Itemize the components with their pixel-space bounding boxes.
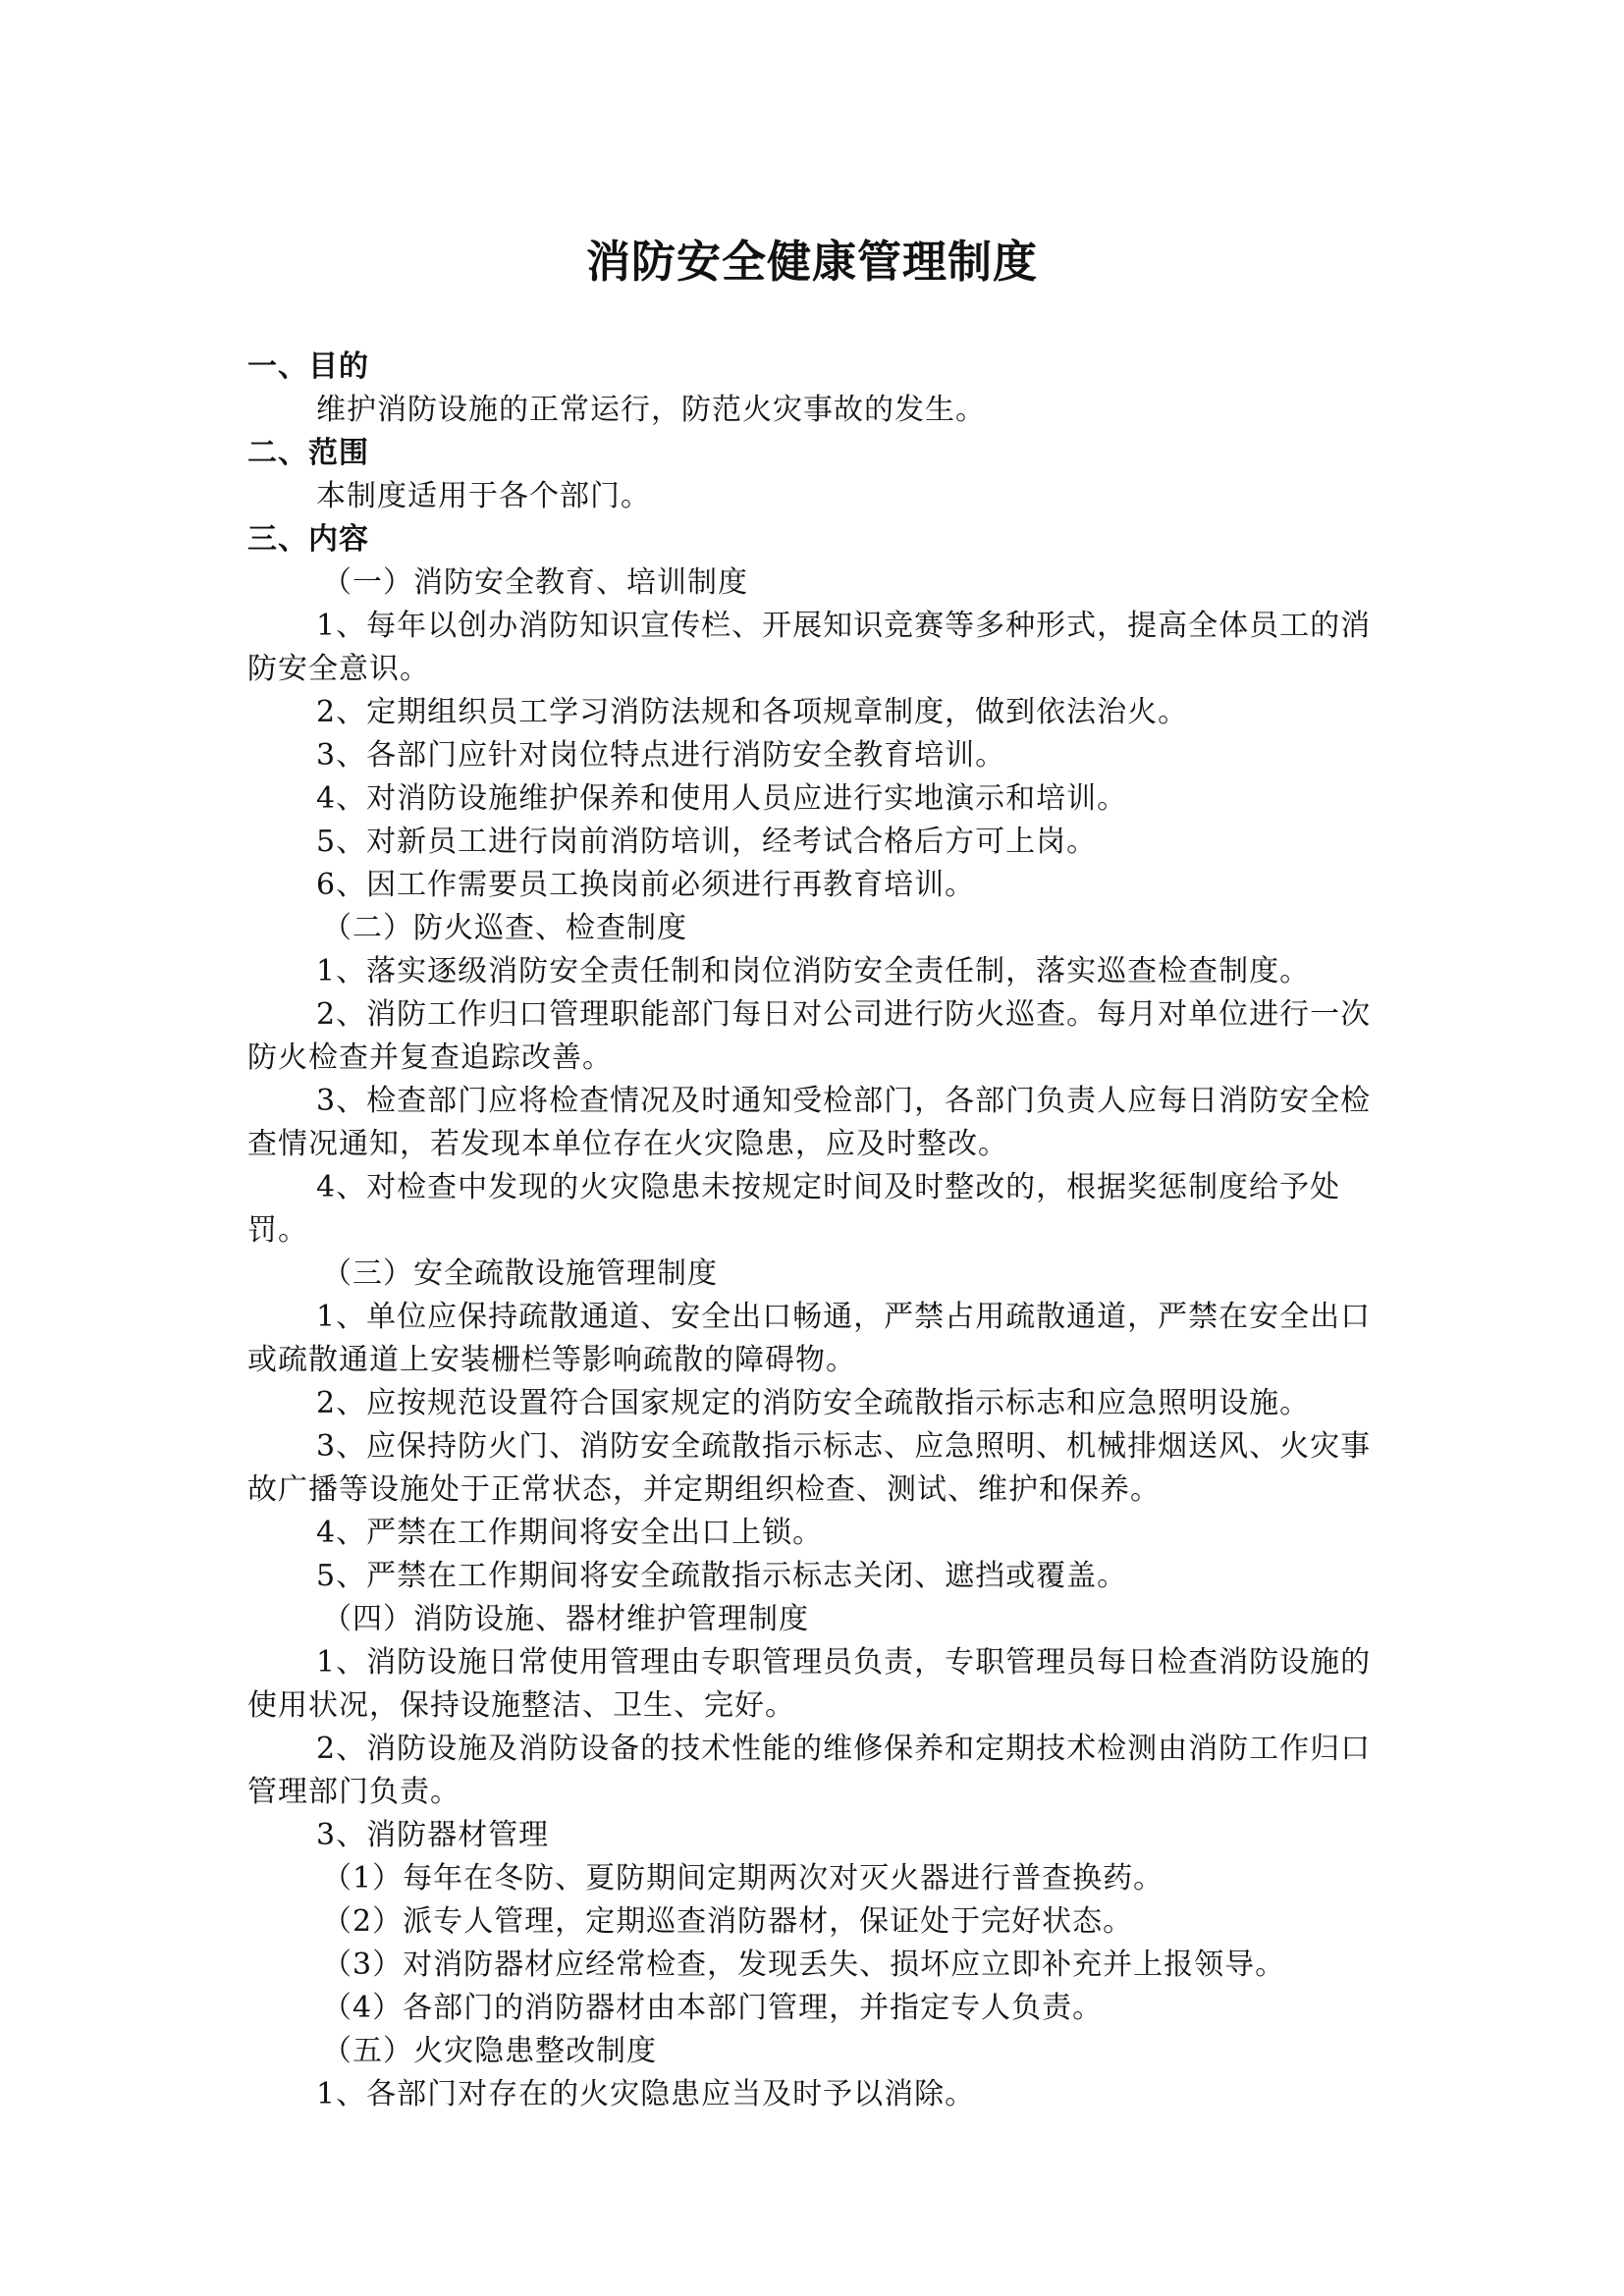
- subsection-title-education: （一）消防安全教育、培训制度: [322, 565, 748, 600]
- section-heading-content: 三、内容: [247, 522, 369, 557]
- subsection-title-evacuation: （三）安全疏散设施管理制度: [322, 1256, 718, 1291]
- evacuation-item-1: 1、单位应保持疏散通道、安全出口畅通，严禁占用疏散通道，严禁在安全出口或疏散通道上安装栅栏等影响疏散的障碍物。: [247, 1300, 1372, 1377]
- scope-text: 本制度适用于各个部门。: [316, 479, 651, 513]
- inspection-item-2: 2、消防工作归口管理职能部门每日对公司进行防火巡查。每月对单位进行一次防火检查并复查追踪改善。: [247, 997, 1372, 1075]
- equipment-item-4: （4）各部门的消防器材由本部门管理，并指定专人负责。: [322, 1991, 1104, 2025]
- evacuation-item-5: 5、严禁在工作期间将安全疏散指示标志关闭、遮挡或覆盖。: [316, 1559, 1128, 1593]
- subsection-title-maintenance: （四）消防设施、器材维护管理制度: [322, 1602, 809, 1636]
- inspection-item-4: 4、对检查中发现的火灾隐患未按规定时间及时整改的，根据奖惩制度给予处罚。: [247, 1170, 1341, 1248]
- maintenance-item-2: 2、消防设施及消防设备的技术性能的维修保养和定期技术检测由消防工作归口管理部门负责。: [247, 1732, 1372, 1809]
- inspection-item-1: 1、落实逐级消防安全责任制和岗位消防安全责任制，落实巡查检查制度。: [316, 954, 1311, 988]
- hazard-item-1: 1、各部门对存在的火灾隐患应当及时予以消除。: [316, 2077, 976, 2111]
- document-title: 消防安全健康管理制度: [585, 236, 1038, 288]
- equipment-item-2: （2）派专人管理，定期巡查消防器材，保证处于完好状态。: [322, 1904, 1134, 1939]
- maintenance-item-1: 1、消防设施日常使用管理由专职管理员负责，专职管理员每日检查消防设施的使用状况，保持设施整洁、卫生、完好。: [247, 1645, 1372, 1723]
- equipment-item-1: （1）每年在冬防、夏防期间定期两次对灭火器进行普查换药。: [322, 1861, 1164, 1896]
- purpose-text: 维护消防设施的正常运行，防范火灾事故的发生。: [316, 393, 986, 427]
- education-item-5: 5、对新员工进行岗前消防培训，经考试合格后方可上岗。: [316, 825, 1098, 859]
- evacuation-item-2: 2、应按规范设置符合国家规定的消防安全疏散指示标志和应急照明设施。: [316, 1386, 1311, 1420]
- inspection-item-3: 3、检查部门应将检查情况及时通知受检部门，各部门负责人应每日消防安全检查情况通知，若发现本单位存在火灾隐患，应及时整改。: [247, 1084, 1372, 1161]
- education-item-3: 3、各部门应针对岗位特点进行消防安全教育培训。: [316, 738, 1006, 773]
- subsection-title-hazard: （五）火灾隐患整改制度: [322, 2034, 657, 2068]
- section-heading-scope: 二、范围: [247, 436, 369, 470]
- education-item-6: 6、因工作需要员工换岗前必须进行再教育培训。: [316, 868, 976, 902]
- section-heading-purpose: 一、目的: [247, 349, 369, 384]
- education-item-2: 2、定期组织员工学习消防法规和各项规章制度，做到依法治火。: [316, 695, 1189, 729]
- evacuation-item-3: 3、应保持防火门、消防安全疏散指示标志、应急照明、机械排烟送风、火灾事故广播等设施处于正常状态，并定期组织检查、测试、维护和保养。: [247, 1429, 1372, 1507]
- maintenance-item-3: 3、消防器材管理: [316, 1818, 550, 1852]
- subsection-title-inspection: （二）防火巡查、检查制度: [322, 911, 687, 945]
- equipment-item-3: （3）对消防器材应经常检查，发现丢失、损坏应立即补充并上报领导。: [322, 1948, 1286, 1982]
- education-item-1: 1、每年以创办消防知识宣传栏、开展知识竞赛等多种形式，提高全体员工的消防安全意识。: [247, 609, 1372, 686]
- education-item-4: 4、对消防设施维护保养和使用人员应进行实地演示和培训。: [316, 781, 1128, 816]
- evacuation-item-4: 4、严禁在工作期间将安全出口上锁。: [316, 1516, 824, 1550]
- document-body: [247, 346, 1386, 2116]
